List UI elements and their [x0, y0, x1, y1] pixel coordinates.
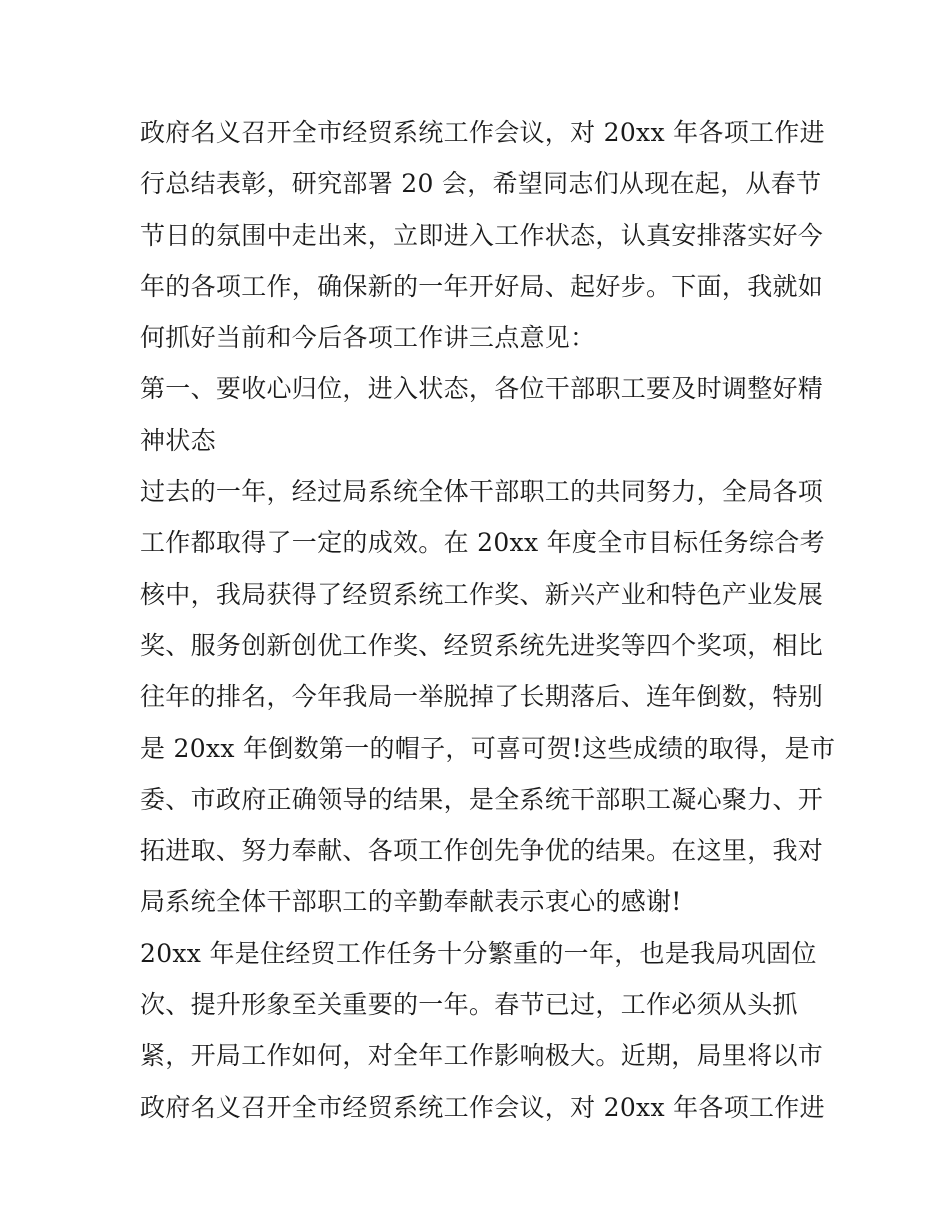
text-line: 工作都取得了一定的成效。在 20xx 年度全市目标任务综合考	[140, 528, 825, 558]
text-line: 紧，开局工作如何，对全年工作影响极大。近期，局里将以市	[140, 1041, 824, 1071]
text-line: 何抓好当前和今后各项工作讲三点意见：	[140, 323, 596, 353]
text-line: 委、市政府正确领导的结果，是全系统干部职工凝心聚力、开	[140, 784, 824, 814]
section-heading: 第一、要收心归位，进入状态，各位干部职工要及时调整好精	[140, 374, 824, 404]
text-line: 次、提升形象至关重要的一年。春节已过，工作必须从头抓	[140, 990, 798, 1020]
text-line: 年的各项工作，确保新的一年开好局、起好步。下面，我就如	[140, 271, 824, 301]
text-line: 政府名义召开全市经贸系统工作会议，对 20xx 年各项工作进	[140, 1092, 825, 1122]
text-line: 行总结表彰，研究部署 20 会，希望同志们从现在起，从春节	[140, 169, 822, 199]
section-heading: 神状态	[140, 425, 216, 455]
text-line: 节日的氛围中走出来，立即进入工作状态，认真安排落实好今	[140, 220, 824, 250]
text-line: 局系统全体干部职工的辛勤奉献表示衷心的感谢!	[140, 887, 682, 917]
text-line: 奖、服务创新创优工作奖、经贸系统先进奖等四个奖项，相比	[140, 630, 824, 660]
document-body	[140, 107, 836, 1133]
text-line: 是 20xx 年倒数第一的帽子，可喜可贺!这些成绩的取得，是市	[140, 733, 836, 763]
text-line: 过去的一年，经过局系统全体干部职工的共同努力，全局各项	[140, 477, 824, 507]
text-line: 政府名义召开全市经贸系统工作会议，对 20xx 年各项工作进	[140, 118, 825, 147]
text-line: 核中，我局获得了经贸系统工作奖、新兴产业和特色产业发展	[140, 579, 824, 609]
text-line: 拓进取、努力奉献、各项工作创先争优的结果。在这里，我对	[140, 836, 824, 866]
text-line: 20xx 年是住经贸工作任务十分繁重的一年，也是我局巩固位	[140, 938, 817, 968]
text-line: 往年的排名，今年我局一举脱掉了长期落后、连年倒数，特别	[140, 682, 824, 712]
